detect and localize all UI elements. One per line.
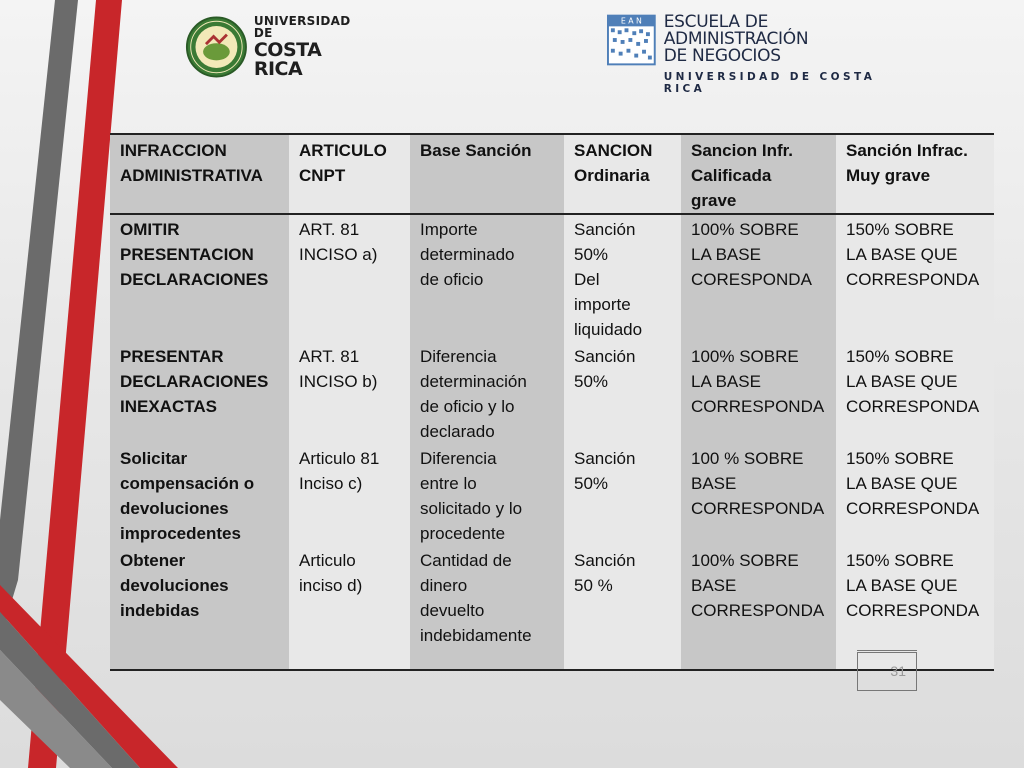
header-infraccion: INFRACCION ADMINISTRATIVA [110,134,289,214]
sanctions-table [110,133,994,671]
cell-infraccion: Solicitar compensación o devoluciones improcedentes [110,444,289,546]
table-row [110,444,994,546]
header-articulo: ARTICULO CNPT [289,134,410,214]
cell-sancion-grave: 100% SOBRE LA BASE CORESPONDA [681,214,836,342]
header-base-sancion: Base Sanción [410,134,564,214]
ean-name-line3: UNIVERSIDAD DE COSTA RICA [663,71,876,95]
slide-number-text: 31 [890,663,906,679]
cell-base-sancion: Cantidad de dinero devuelto indebidamente [410,546,564,670]
table-row [110,214,994,342]
ucr-name-line2: COSTA RICA [253,39,322,80]
ean-logo [607,12,917,95]
cell-articulo: Articulo inciso d) [289,546,410,670]
cell-sancion-muy-grave: 150% SOBRE LA BASE QUE CORRESPONDA [836,342,994,444]
header-sancion-grave: Sancion Infr. Calificada grave [681,134,836,214]
table-header-row [110,134,994,214]
table-row [110,342,994,444]
cell-infraccion: Obtener devoluciones indebidas [110,546,289,670]
ucr-seal-icon [185,14,248,80]
header-sancion-ordinaria: SANCION Ordinaria [564,134,681,214]
cell-sancion-muy-grave: 150% SOBRE LA BASE QUE CORRESPONDA [836,214,994,342]
slide-number-rule [857,650,917,653]
cell-sancion-grave: 100% SOBRE LA BASE CORRESPONDA [681,342,836,444]
cell-sancion-muy-grave: 150% SOBRE LA BASE QUE CORRESPONDA [836,546,994,670]
cell-sancion-ordinaria: Sanción 50 % [564,546,681,670]
cell-sancion-grave: 100 % SOBRE BASE CORRESPONDA [681,444,836,546]
cell-base-sancion: Importe determinado de oficio [410,214,564,342]
cell-infraccion: OMITIR PRESENTACION DECLARACIONES [110,214,289,342]
cell-sancion-muy-grave: 150% SOBRE LA BASE QUE CORRESPONDA [836,444,994,546]
sanctions-table-container [110,133,994,671]
ean-badge-text: E A N [620,16,642,26]
ean-name-line1: ESCUELA DE ADMINISTRACIÓN [663,12,809,49]
cell-articulo: ART. 81 INCISO a) [289,214,410,342]
cell-sancion-ordinaria: Sanción 50% Del importe liquidado [564,214,681,342]
cell-sancion-ordinaria: Sanción 50% [564,342,681,444]
cell-base-sancion: Diferencia determinación de oficio y lo declarado [410,342,564,444]
header-sancion-muy-grave: Sanción Infrac. Muy grave [836,134,994,214]
cell-infraccion: PRESENTAR DECLARACIONES INEXACTAS [110,342,289,444]
cell-articulo: ART. 81 INCISO b) [289,342,410,444]
cell-sancion-ordinaria: Sanción 50% [564,444,681,546]
slide-number [857,652,917,691]
ean-name-line2: DE NEGOCIOS [663,46,781,66]
ucr-name-line1: UNIVERSIDAD DE [253,14,351,40]
cell-articulo: Articulo 81 Inciso c) [289,444,410,546]
cell-base-sancion: Diferencia entre lo solicitado y lo procedente [410,444,564,546]
ean-badge-icon [607,14,656,66]
ucr-logo [185,14,370,80]
cell-sancion-grave: 100% SOBRE BASE CORRESPONDA [681,546,836,670]
